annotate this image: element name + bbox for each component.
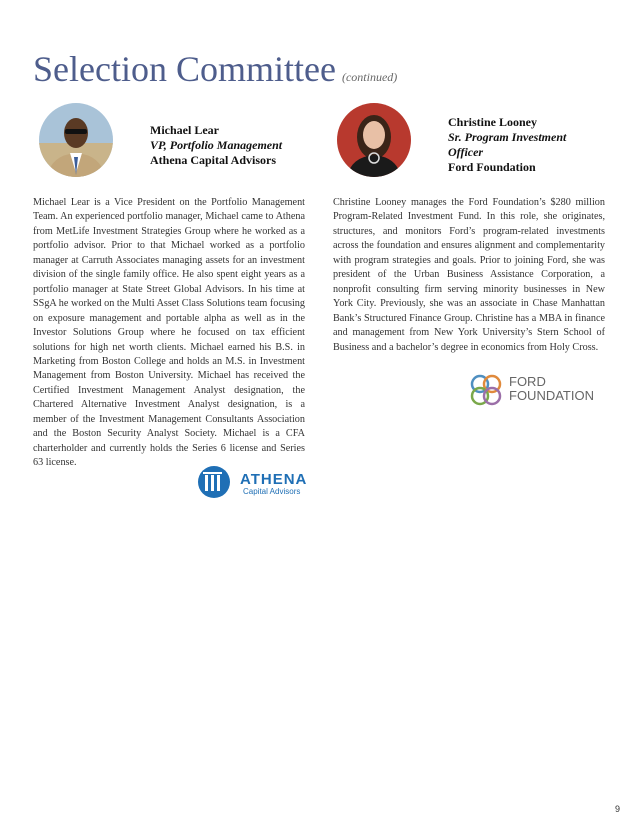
athena-logo	[196, 462, 308, 502]
page-title-text: Selection Committee	[33, 49, 336, 89]
athena-column-icon	[196, 462, 236, 502]
christine-looney-role-2: Officer	[448, 145, 484, 159]
ford-rings-icon	[467, 371, 505, 409]
michael-lear-role: VP, Portfolio Management	[150, 138, 283, 152]
ford-foundation-logo	[467, 371, 607, 409]
michael-lear-nameblock	[150, 123, 282, 168]
page-number: 9	[614, 804, 620, 814]
ford-logo-line2: FOUNDATION	[509, 388, 594, 403]
christine-looney-bio: Christine Looney manages the Ford Foundation’s $280 million Program-Related Investment Fund. In this role, she originates, structures, and monitors Ford’s program-related investments across the foundation and ensures alignment and complementarity with program strategies and goals. Prior to joining Ford, she was president of the Urban Business Assistance Corporation, a nonprofit consulting firm serving minority businesses in New York City. Previously, she was an associate in Chase Manhattan Bank’s Structured Finance Group. Christine has a MBA in finance and management from New York University’s Stern School of Business and a bachelor’s degree in economics from Holy Cross.	[333, 197, 605, 353]
michael-lear-portrait-image	[39, 103, 113, 177]
michael-lear-name: Michael Lear	[150, 123, 219, 137]
michael-lear-photo	[39, 103, 113, 177]
page-title	[33, 48, 397, 90]
ford-logo-line1: FORD	[509, 374, 546, 389]
christine-looney-name: Christine Looney	[448, 115, 538, 129]
christine-looney-portrait-image	[337, 103, 411, 177]
title-suffix: (continued)	[341, 70, 398, 84]
christine-looney-org: Ford Foundation	[448, 160, 536, 174]
athena-logo-sub: Capital Advisors	[243, 487, 301, 496]
christine-looney-nameblock	[448, 115, 566, 175]
christine-looney-role-1: Sr. Program Investment	[448, 130, 567, 144]
michael-lear-org: Athena Capital Advisors	[150, 153, 277, 167]
athena-logo-main: ATHENA	[240, 471, 308, 488]
michael-lear-bio: Michael Lear is a Vice President on the Portfolio Management Team. An experienced portfolio manager, Michael came to Athena from MetLife Investment Strategies Group where he worked as a portfolio advisor. Prior to that Michael worked as a portfolio manager at Carruth Associates managing assets for an investment division of the single family office. He also spent eight years as a portfolio manager at State Street Global Advisors. In his time at SSgA he worked on the Multi Asset Class Solutions team focusing on exposure management and portable alpha as well as in the Investor Solutions Group where he focused on tax efficient solutions for high net worth clients. Michael earned his B.S. in Marketing from Boston College and holds an M.S. in Investment Management from Boston University. Michael has received the Certified Investment Management Analyst designation, the Chartered Alternative Investment Analyst designation, is a member of the Investment Management Consultants Association and the Boston Security Analyst Society. Michael is a CFA charterholder and currently holds the Series 6 license and Series 63 license.	[33, 197, 305, 469]
christine-looney-photo	[337, 103, 411, 177]
